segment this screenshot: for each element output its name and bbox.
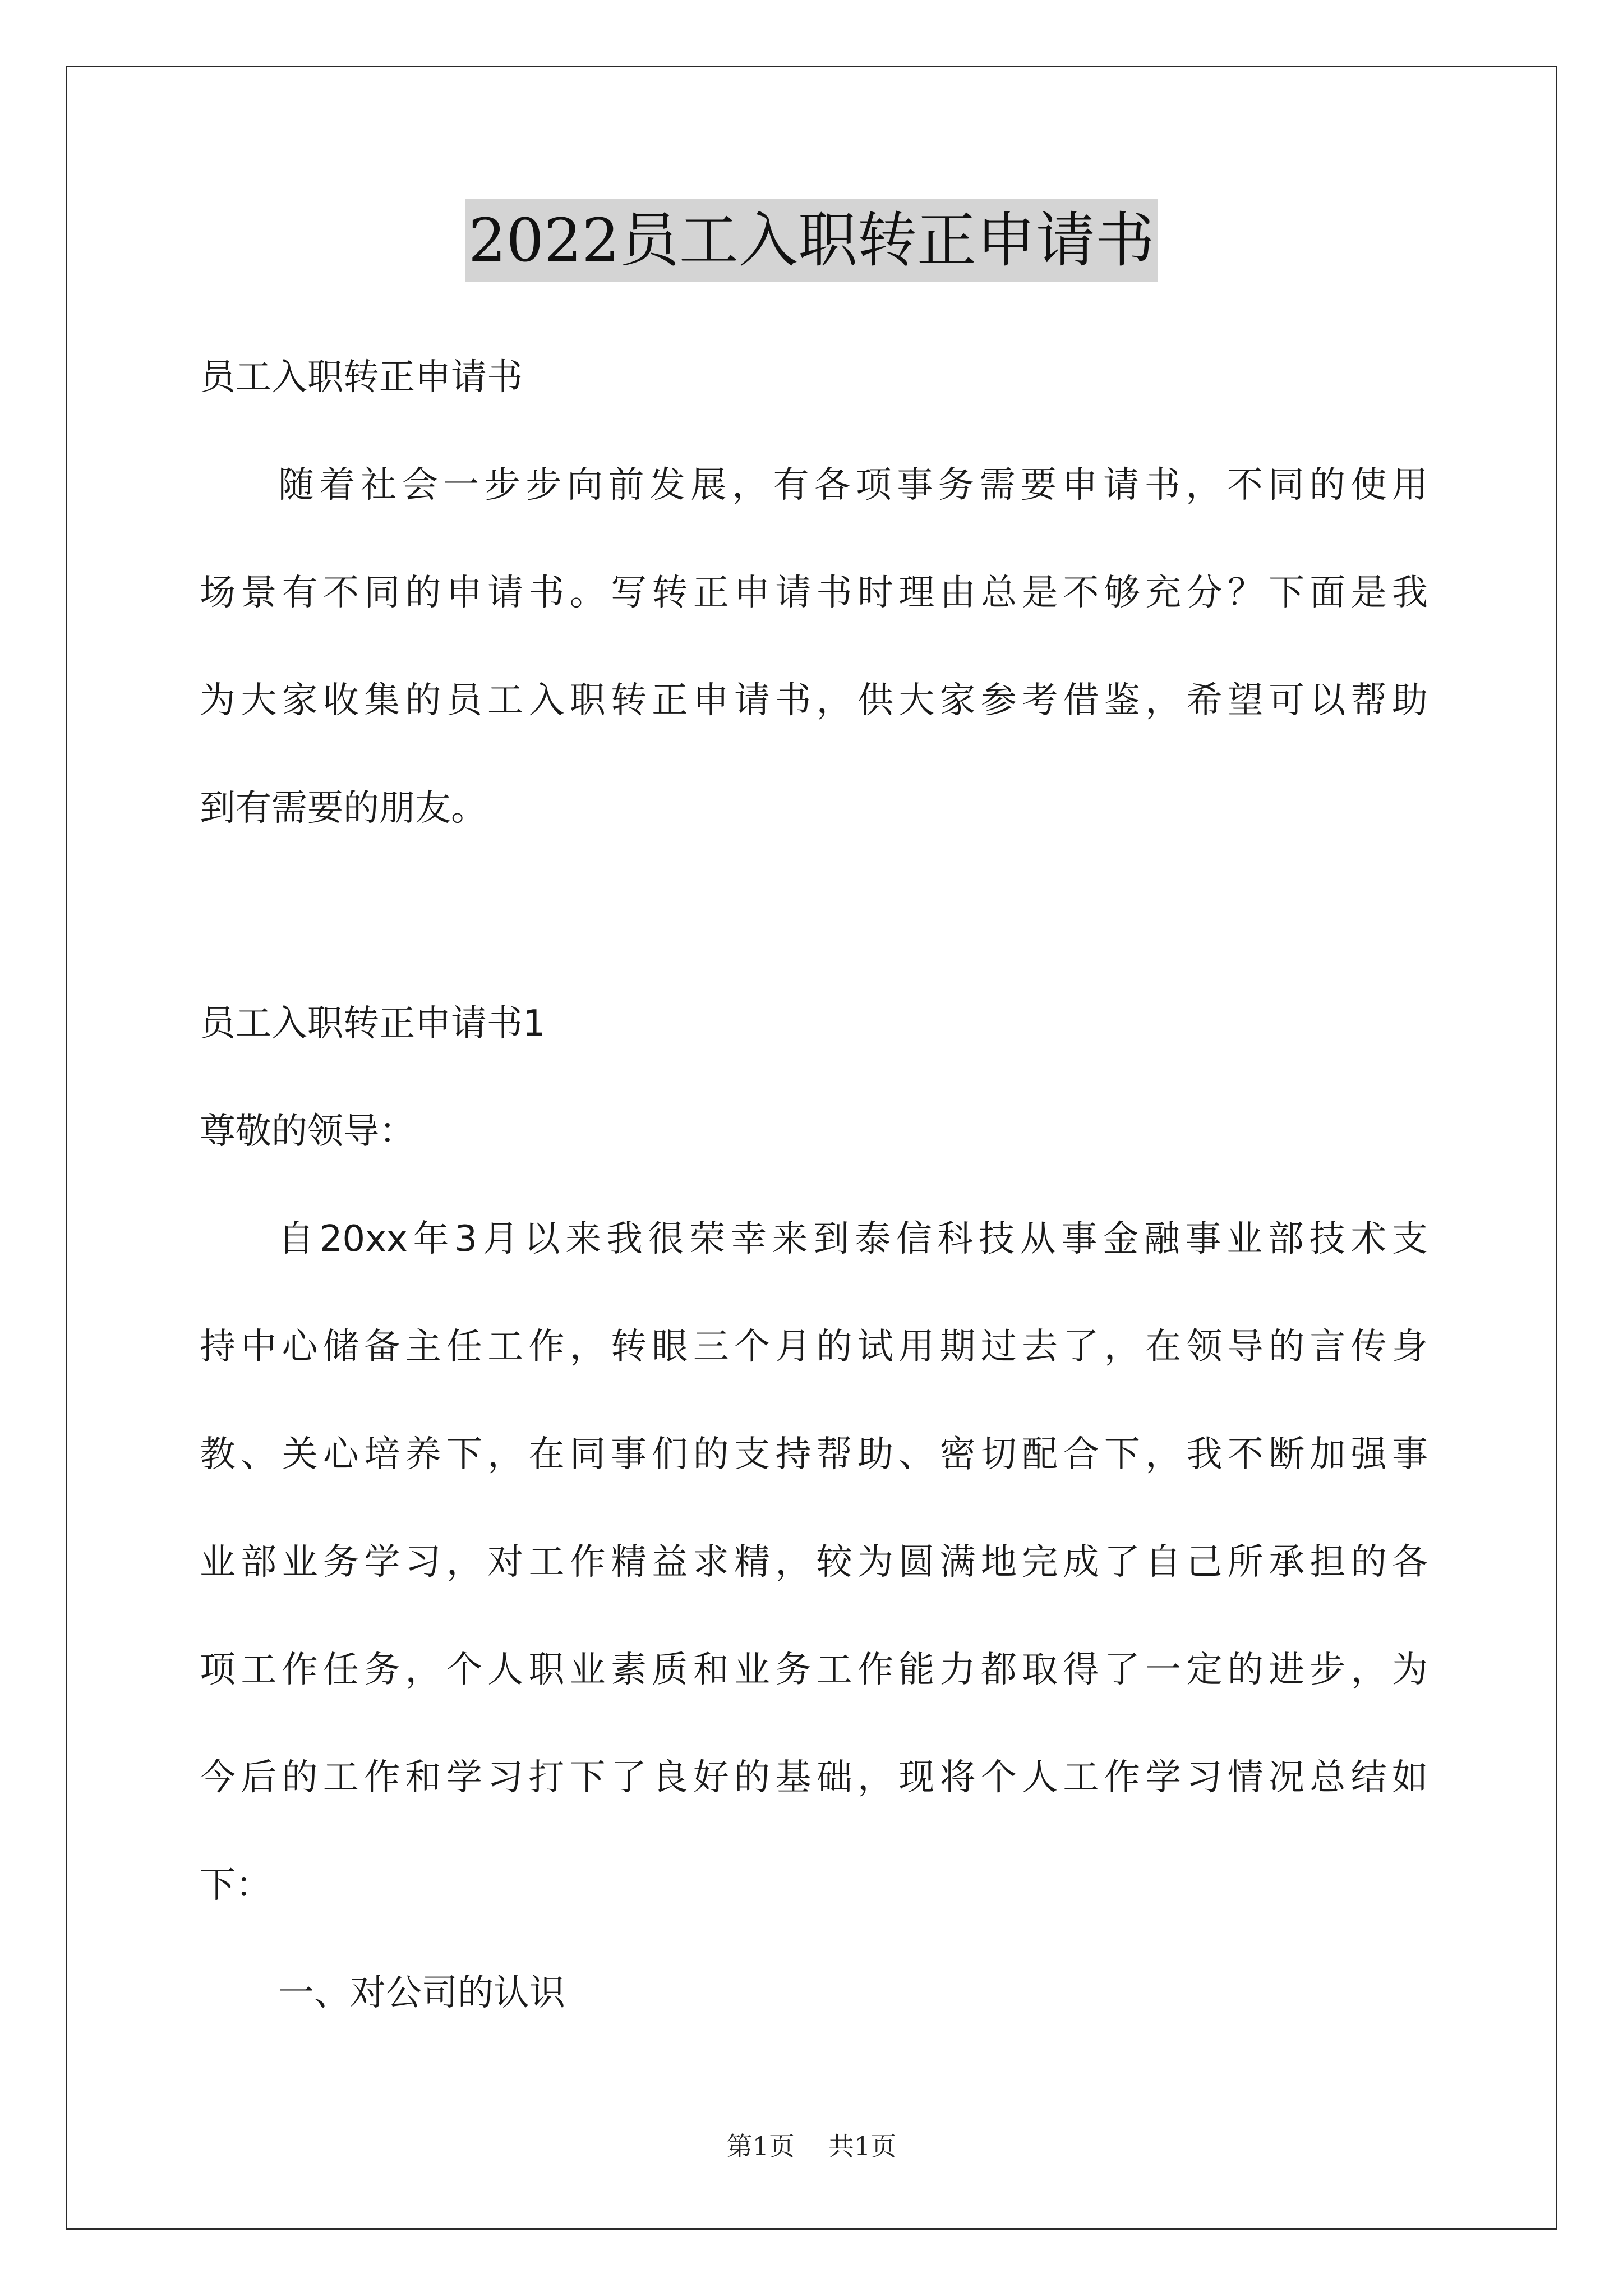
- intro-line: 为大家收集的员工入职转正申请书，供大家参考借鉴，希望可以帮助: [200, 680, 1428, 721]
- title-container: [0, 199, 1623, 282]
- salutation: 尊敬的领导：: [200, 1111, 415, 1152]
- intro-line: 到有需要的朋友。: [200, 788, 487, 829]
- body-line: 业部业务学习，对工作精益求精，较为圆满地完成了自己所承担的各: [200, 1542, 1428, 1583]
- point-one-heading: 一、对公司的认识: [278, 1972, 565, 2014]
- body-line: 项工作任务，个人职业素质和业务工作能力都取得了一定的进步，为: [200, 1649, 1428, 1691]
- page-footer: [0, 2126, 1623, 2163]
- document-title: 2022员工入职转正申请书: [465, 199, 1158, 282]
- section-title: 员工入职转正申请书1: [200, 1003, 546, 1045]
- page-total: 共1页: [828, 2131, 897, 2161]
- body-line: 下：: [200, 1865, 271, 1906]
- body-line: 自20xx年3月以来我很荣幸来到泰信科技从事金融事业部技术支: [278, 1218, 1428, 1260]
- body-line: 持中心储备主任工作，转眼三个月的试用期过去了，在领导的言传身: [200, 1326, 1428, 1368]
- document-subtitle: 员工入职转正申请书: [200, 357, 523, 398]
- page-number: 第1页: [726, 2131, 795, 2161]
- intro-line: 场景有不同的申请书。写转正申请书时理由总是不够充分？下面是我: [200, 572, 1428, 614]
- body-line: 教、关心培养下，在同事们的支持帮助、密切配合下，我不断加强事: [200, 1434, 1428, 1475]
- body-line: 今后的工作和学习打下了良好的基础，现将个人工作学习情况总结如: [200, 1757, 1428, 1798]
- intro-line: 随着社会一步步向前发展，有各项事务需要申请书，不同的使用: [278, 464, 1428, 506]
